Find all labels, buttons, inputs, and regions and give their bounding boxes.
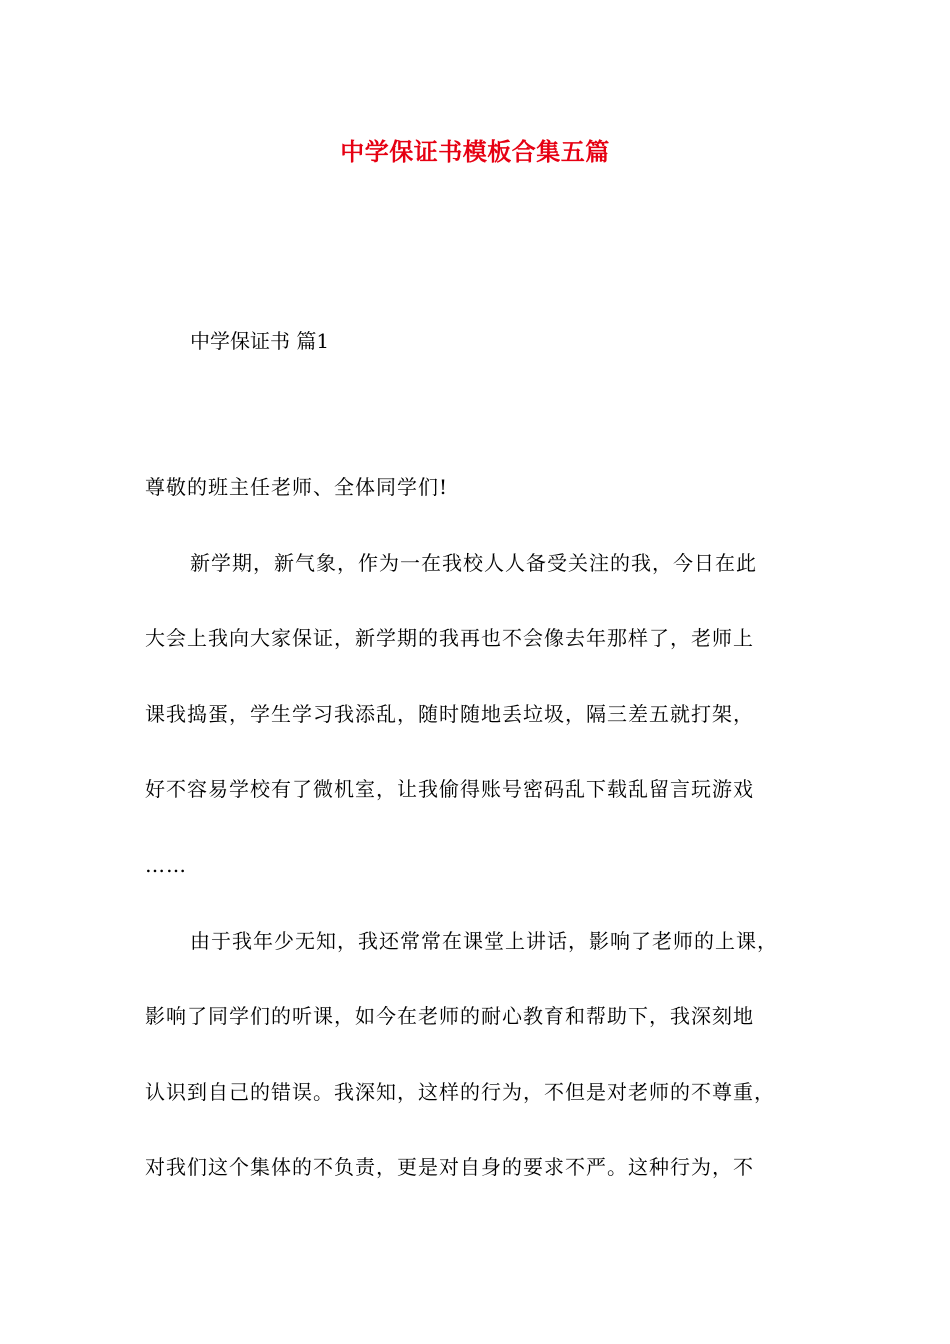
body-line: 课我捣蛋，学生学习我添乱，随时随地丢垃圾，隔三差五就打架， bbox=[145, 701, 754, 726]
body-line: 影响了同学们的听课，如今在老师的耐心教育和帮助下，我深刻地 bbox=[145, 1004, 754, 1029]
body-line: …… bbox=[145, 852, 187, 877]
body-line: 新学期，新气象，作为一在我校人人备受关注的我，今日在此 bbox=[190, 550, 757, 575]
body-line: 对我们这个集体的不负责，更是对自身的要求不严。这种行为，不 bbox=[145, 1155, 754, 1180]
body-line: 大会上我向大家保证，新学期的我再也不会像去年那样了，老师上 bbox=[145, 626, 754, 651]
document-title: 中学保证书模板合集五篇 bbox=[340, 137, 610, 166]
body-line: 由于我年少无知，我还常常在课堂上讲话，影响了老师的上课， bbox=[190, 928, 778, 953]
body-line: 好不容易学校有了微机室，让我偷得账号密码乱下载乱留言玩游戏 bbox=[145, 777, 754, 802]
body-line: 认识到自己的错误。我深知，这样的行为，不但是对老师的不尊重， bbox=[145, 1079, 775, 1104]
body-line: 尊敬的班主任老师、全体同学们! bbox=[145, 475, 449, 499]
section-heading: 中学保证书 篇1 bbox=[190, 329, 330, 353]
body-text bbox=[145, 472, 825, 1228]
